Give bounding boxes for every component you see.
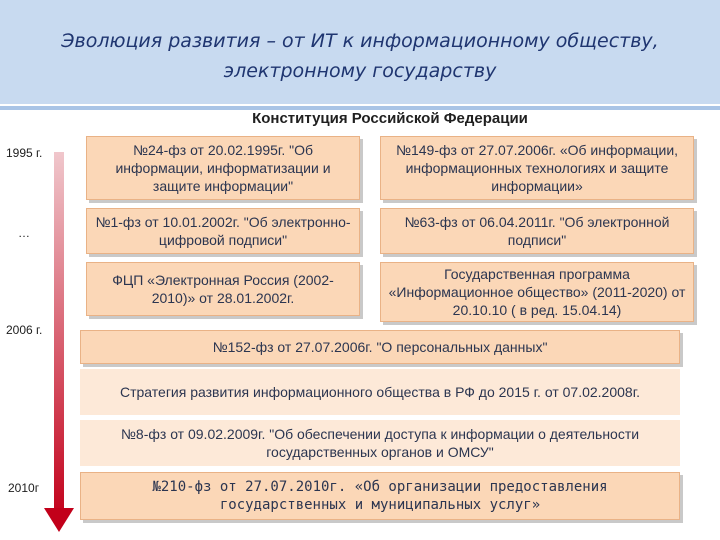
title-line-1: Эволюция развития – от ИТ к информационному обществу, xyxy=(61,30,659,52)
box-strategy-text: Стратегия развития информационного общества в РФ до 2015 г. от 07.02.2008г. xyxy=(120,384,640,400)
header-panel xyxy=(0,0,720,106)
box-fcp-text: ФЦП «Электронная Россия (2002-2010)» от 28.01.2002г. xyxy=(112,272,334,306)
box-law-8 xyxy=(80,420,680,466)
year-label-2010: 2010г xyxy=(8,481,40,495)
box-law-210 xyxy=(80,472,680,520)
box-law-24 xyxy=(86,136,360,200)
box-law-8-text: №8-фз от 09.02.2009г. "Об обеспечении доступа к информации о деятельности государственных органов и ОМСУ" xyxy=(120,426,640,460)
header-banner xyxy=(0,0,720,110)
box-law-63 xyxy=(380,208,694,254)
box-strategy xyxy=(80,369,680,415)
box-gov-program-text: Государственная программа «Информационное общество» (2011-2020) от 20.10.10 ( в ред. 15.04.14) xyxy=(388,266,686,318)
year-label-ellipsis: … xyxy=(18,226,30,240)
year-label-1995: 1995 г. xyxy=(6,146,43,160)
year-label-2006: 2006 г. xyxy=(6,323,43,337)
timeline-arrowhead xyxy=(44,508,74,532)
box-law-63-text: №63-фз от 06.04.2011г. "Об электронной подписи" xyxy=(404,214,670,248)
box-law-152 xyxy=(80,330,680,364)
box-gov-program xyxy=(380,262,694,322)
box-fcp-electronic-russia xyxy=(86,262,360,316)
box-law-152-text: №152-фз от 27.07.2006г. "О персональных данных" xyxy=(212,339,548,355)
slide-title xyxy=(40,26,680,86)
box-law-1-text: №1-фз от 10.01.2002г. "Об электронно-цифровой подписи" xyxy=(95,214,351,248)
constitution-label: Конституция Российской Федерации xyxy=(252,110,528,127)
box-law-149-text: №149-фз от 27.07.2006г. «Об информации, информационных технологиях и защите информации» xyxy=(395,142,679,194)
box-law-1 xyxy=(86,208,360,254)
box-law-210-text: №210-фз от 27.07.2010г. «Об организации предоставления государственных и муниципальных услуг» xyxy=(152,479,608,513)
box-law-149 xyxy=(380,136,694,200)
title-line-2: электронному государству xyxy=(223,60,497,82)
box-law-24-text: №24-фз от 20.02.1995г. "Об информации, информатизации и защите информации" xyxy=(115,142,331,194)
timeline-arrow-shaft xyxy=(54,152,64,520)
